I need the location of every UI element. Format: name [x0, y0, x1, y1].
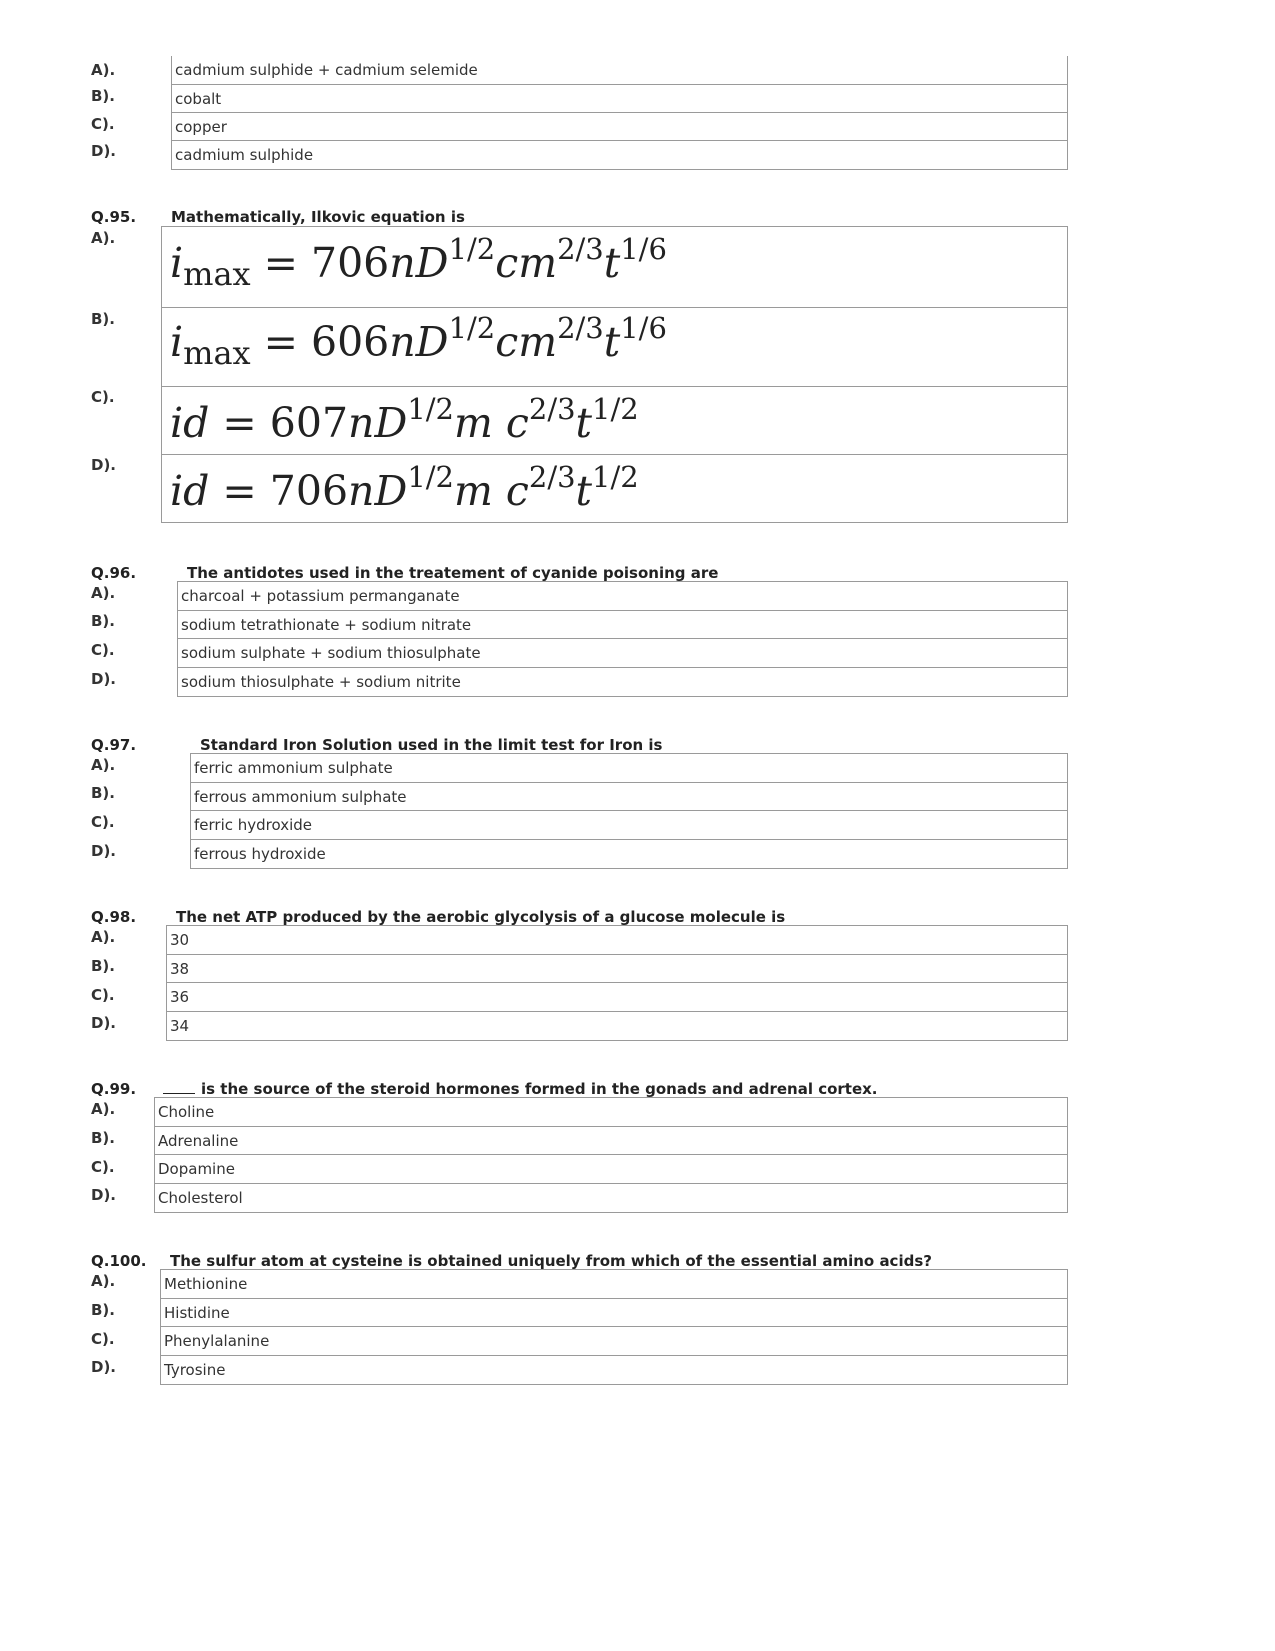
option-label-d: D). [91, 456, 117, 474]
q97-stem: Standard Iron Solution used in the limit test for Iron is [200, 736, 663, 754]
q98-options [166, 925, 1068, 1041]
q97-option-c[interactable]: ferric hydroxide [191, 811, 1067, 840]
q98-option-a[interactable]: 30 [167, 926, 1067, 955]
q99-options [154, 1097, 1068, 1213]
q98-option-c[interactable]: 36 [167, 983, 1067, 1012]
q100-number: Q.100. [91, 1252, 147, 1270]
q99-option-c[interactable]: Dopamine [155, 1155, 1067, 1184]
option-label-b: B). [91, 957, 115, 975]
q99-stem [163, 1080, 878, 1098]
q95-options [161, 226, 1068, 523]
q97-number: Q.97. [91, 736, 137, 754]
q96-option-d[interactable]: sodium thiosulphate + sodium nitrite [181, 673, 461, 691]
option-label-a: A). [91, 1272, 116, 1290]
q97-option-a[interactable]: ferric ammonium sulphate [191, 754, 1067, 783]
q98-number: Q.98. [91, 908, 137, 926]
q100-option-c[interactable]: Phenylalanine [161, 1327, 1067, 1356]
q94-option-d[interactable]: cadmium sulphide [175, 146, 314, 164]
q96-stem: The antidotes used in the treatement of cyanide poisoning are [187, 564, 719, 582]
option-label-b: B). [91, 1129, 115, 1147]
q94-option-a[interactable]: cadmium sulphide + cadmium selemide [172, 56, 1067, 85]
q99-number: Q.99. [91, 1080, 137, 1098]
q100-option-b[interactable]: Histidine [161, 1299, 1067, 1327]
option-label-d: D). [91, 842, 117, 860]
q98-stem: The net ATP produced by the aerobic glycolysis of a glucose molecule is [176, 908, 786, 926]
q94-options [171, 56, 1068, 170]
option-label-d: D). [91, 1186, 117, 1204]
option-label-d: D). [91, 670, 117, 688]
q94-option-b[interactable]: cobalt [172, 85, 1067, 113]
option-label-d: D). [91, 1014, 117, 1032]
q95-number: Q.95. [91, 208, 137, 226]
q95-option-b[interactable] [162, 308, 1067, 387]
formula-c: id = $607nD^{1/2}m$ $c^{2/3}t^{1/2}$ [170, 392, 639, 447]
option-label-c: C). [91, 986, 115, 1004]
option-label-c: C). [91, 388, 115, 406]
formula-b: $i_{max} = 606nD^{1/2}cm^{2/3}t^{1/6}$ [170, 311, 667, 372]
q100-option-d[interactable]: Tyrosine [164, 1361, 226, 1379]
option-label-b: B). [91, 1301, 115, 1319]
formula-d: id = $706nD^{1/2}m$ $c^{2/3}t^{1/2}$ [170, 460, 639, 515]
formula-a: $i_{max} = 706nD^{1/2}cm^{2/3}t^{1/6}$ [170, 232, 667, 293]
q94-option-c[interactable]: copper [172, 113, 1067, 141]
option-label-a: A). [91, 61, 116, 79]
option-label-a: A). [91, 928, 116, 946]
q100-options [160, 1269, 1068, 1385]
option-label-a: A). [91, 1100, 116, 1118]
q99-option-a[interactable]: Choline [155, 1098, 1067, 1127]
option-label-b: B). [91, 784, 115, 802]
option-label-b: B). [91, 612, 115, 630]
q96-option-c[interactable]: sodium sulphate + sodium thiosulphate [178, 639, 1067, 668]
q98-option-b[interactable]: 38 [167, 955, 1067, 983]
fill-in-blank [163, 1081, 195, 1094]
q99-option-b[interactable]: Adrenaline [155, 1127, 1067, 1155]
q98-option-d[interactable]: 34 [170, 1017, 190, 1035]
q97-option-b[interactable]: ferrous ammonium sulphate [191, 783, 1067, 811]
q97-options [190, 753, 1068, 869]
option-label-c: C). [91, 115, 115, 133]
q97-option-d[interactable]: ferrous hydroxide [194, 845, 326, 863]
option-label-b: B). [91, 87, 115, 105]
option-label-d: D). [91, 1358, 117, 1376]
q99-stem-text: is the source of the steroid hormones formed in the gonads and adrenal cortex. [201, 1080, 878, 1098]
option-label-a: A). [91, 229, 116, 247]
q95-option-a[interactable] [162, 227, 1067, 308]
option-label-c: C). [91, 1158, 115, 1176]
q100-stem: The sulfur atom at cysteine is obtained uniquely from which of the essential amino acids? [170, 1252, 932, 1270]
option-label-a: A). [91, 584, 116, 602]
q95-option-c[interactable] [162, 387, 1067, 455]
q96-option-b[interactable]: sodium tetrathionate + sodium nitrate [178, 611, 1067, 639]
q99-option-d[interactable]: Cholesterol [158, 1189, 243, 1207]
option-label-d: D). [91, 142, 117, 160]
q96-options [177, 581, 1068, 697]
q100-option-a[interactable]: Methionine [161, 1270, 1067, 1299]
option-label-c: C). [91, 1330, 115, 1348]
q95-option-d[interactable] [162, 455, 1067, 522]
option-label-c: C). [91, 813, 115, 831]
option-label-c: C). [91, 641, 115, 659]
q96-number: Q.96. [91, 564, 137, 582]
q95-stem: Mathematically, Ilkovic equation is [171, 208, 465, 226]
option-label-a: A). [91, 756, 116, 774]
q96-option-a[interactable]: charcoal + potassium permanganate [178, 582, 1067, 611]
option-label-b: B). [91, 310, 115, 328]
